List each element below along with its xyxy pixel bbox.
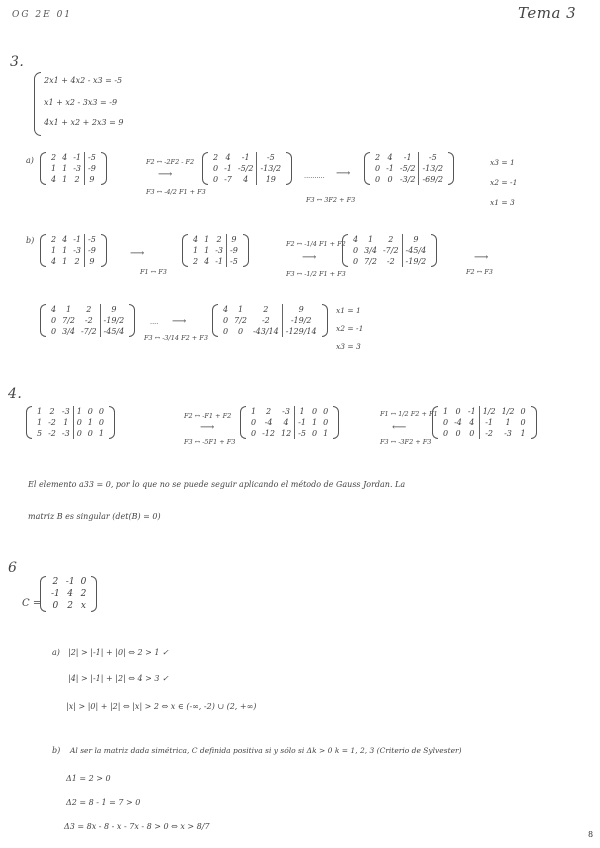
matrix-cell: 1 xyxy=(323,429,329,438)
matrix-cell: 1 xyxy=(51,246,57,255)
ex6-b-line-2: Δ2 = 8 - 1 = 7 > 0 xyxy=(66,798,141,807)
ex3a-matrix-1 xyxy=(40,152,107,185)
matrix-cell: 0 xyxy=(98,418,104,427)
matrix-cell: -5 xyxy=(84,234,98,245)
matrix-cell: -1 xyxy=(386,164,394,173)
matrix-cell: -3 xyxy=(61,429,70,438)
matrix-cell: 2 xyxy=(80,589,87,599)
matrix-right-bracket xyxy=(531,406,537,439)
matrix-cell: 0 xyxy=(375,164,381,173)
matrix-cell: 0 xyxy=(80,577,87,587)
matrix-cell: 4 xyxy=(243,175,249,184)
matrix-cell: -3 xyxy=(61,407,70,416)
matrix-right-bracket xyxy=(101,234,107,267)
ex6-b-line-1: Δ1 = 2 > 0 xyxy=(66,774,111,783)
matrix-cell: 1 xyxy=(37,407,43,416)
ex6-b-line-3: Δ3 = 8x - 8 - x - 7x - 8 > 0 ⇔ x > 8/7 xyxy=(64,822,210,831)
ex3b-arrow-1: ⟶ xyxy=(130,248,145,259)
matrix-right-bracket xyxy=(322,304,328,337)
matrix-cell: 0 xyxy=(323,418,329,427)
matrix-cell: 2 xyxy=(49,407,55,416)
matrix-cell: -1 xyxy=(215,257,223,266)
matrix-cell: 1/2 xyxy=(501,407,515,416)
system-brace xyxy=(34,72,41,136)
matrix-cell: -12 xyxy=(262,429,275,438)
matrix-cell: 1 xyxy=(520,429,526,438)
matrix-cell: 2 xyxy=(213,153,219,162)
matrix-cell: -1 xyxy=(403,153,412,162)
ex3a-op-1b: F3 ↔ -4/2 F1 + F3 xyxy=(146,188,206,196)
matrix-cell: x xyxy=(80,601,86,611)
matrix-cell: -1 xyxy=(241,153,250,162)
ex3b-matrix-5 xyxy=(212,304,328,337)
ex3-part-a-label: a) xyxy=(26,156,34,165)
matrix-left-bracket xyxy=(40,304,46,337)
matrix-cell: -1 xyxy=(479,417,498,428)
matrix-cell: -4 xyxy=(454,418,462,427)
matrix-left-bracket xyxy=(342,234,348,267)
matrix-cell: 0 xyxy=(353,246,359,255)
matrix-cell: 0 xyxy=(51,327,57,336)
matrix-cell: -45/4 xyxy=(402,245,429,256)
ex6-a-line-2: |4| > |-1| + |2| ⇔ 4 > 3 ✓ xyxy=(68,674,169,683)
matrix-cell: -3 xyxy=(73,164,81,173)
ex3a-sol-2: x2 = -1 xyxy=(490,178,518,187)
matrix-cell: 0 xyxy=(73,428,85,439)
matrix-right-bracket xyxy=(129,304,135,337)
matrix-right-bracket xyxy=(101,152,107,185)
ex3b-arrow-3: ⟶ xyxy=(474,252,489,263)
matrix-cell: 0 xyxy=(87,429,93,438)
matrix-cell: 1 xyxy=(204,235,210,244)
ex3a-op-2: F3 ↔ 3F2 + F3 xyxy=(306,196,356,204)
matrix-cell: 0 xyxy=(520,418,526,427)
matrix-cell: -1 xyxy=(73,235,81,244)
matrix-cell: -129/14 xyxy=(282,326,319,337)
matrix-cell: 2 xyxy=(74,175,80,184)
matrix-cell: -3 xyxy=(73,246,81,255)
matrix-cell: 7/2 xyxy=(364,257,377,266)
matrix-c xyxy=(40,576,97,612)
matrix-cell: 1 xyxy=(237,305,244,314)
matrix-cell: -5 xyxy=(295,428,309,439)
matrix-left-bracket xyxy=(182,234,188,267)
matrix-cell: 0 xyxy=(375,175,381,184)
matrix-cell: 0 xyxy=(51,316,57,325)
matrix-cell: 4 xyxy=(387,153,393,162)
matrix-cell: 7/2 xyxy=(234,316,247,325)
matrix-cell: -2 xyxy=(48,418,56,427)
matrix-left-bracket xyxy=(364,152,370,185)
matrix-cell: 1 xyxy=(63,418,69,427)
matrix-cell: -5 xyxy=(226,256,240,267)
matrix-cell: 2 xyxy=(193,257,199,266)
matrix-cell: 0 xyxy=(469,429,475,438)
matrix-left-bracket xyxy=(432,406,438,439)
matrix-right-bracket xyxy=(286,152,292,185)
matrix-cell: -7/2 xyxy=(80,327,97,336)
matrix-left-bracket xyxy=(40,234,46,267)
matrix-left-bracket xyxy=(40,576,46,612)
ex3a-matrix-2 xyxy=(202,152,292,185)
matrix-cell: 0 xyxy=(520,407,526,416)
matrix-cell: 0 xyxy=(455,407,461,416)
page-title: Tema 3 xyxy=(518,4,577,22)
matrix-cell: -9 xyxy=(84,245,98,256)
matrix-right-bracket xyxy=(91,576,97,612)
matrix-cell: -43/14 xyxy=(252,327,279,336)
matrix-cell: 1 xyxy=(295,406,309,417)
matrix-cell: 4 xyxy=(283,418,289,427)
matrix-cell: 0 xyxy=(323,407,329,416)
ex6-part-a-label: a) xyxy=(52,648,60,657)
matrix-cell: 0 xyxy=(311,429,318,438)
matrix-cell: 0 xyxy=(213,175,219,184)
matrix-cell: 0 xyxy=(73,417,85,428)
matrix-cell: 2 xyxy=(51,235,57,244)
matrix-right-bracket xyxy=(448,152,454,185)
matrix-cell: 4 xyxy=(62,235,68,244)
page-number: 8 xyxy=(588,830,594,839)
ex3b-dots: .... xyxy=(150,318,159,326)
matrix-cell: 1 xyxy=(505,418,511,427)
matrix-cell: 0 xyxy=(87,407,93,416)
system-eq-1: 2x1 + 4x2 - x3 = -5 xyxy=(44,76,123,85)
matrix-cell: 0 xyxy=(213,164,219,173)
matrix-cell: -13/2 xyxy=(419,163,446,174)
ex4-arrow-1: ⟶ xyxy=(200,422,215,433)
exercise-6-number: 6 xyxy=(8,560,18,576)
matrix-cell: -4 xyxy=(264,418,273,427)
matrix-cell: 3/4 xyxy=(364,246,377,255)
ex3b-matrix-3 xyxy=(342,234,437,267)
matrix-left-bracket xyxy=(40,152,46,185)
matrix-c-label: C = xyxy=(22,598,42,609)
matrix-cell: -3 xyxy=(282,407,290,416)
matrix-cell: -3/2 xyxy=(399,175,416,184)
ex6-b-text: Al ser la matriz dada simétrica, C definida positiva si y sólo si Δk > 0 k = 1, 2, 3 (Criterio de Sylvester) xyxy=(70,746,462,755)
ex4-op-1b: F3 ↔ -5F1 + F3 xyxy=(184,438,236,446)
ex4-arrow-2: ⟵ xyxy=(392,422,407,433)
ex3b-matrix-1 xyxy=(40,234,107,267)
matrix-cell: 1 xyxy=(443,407,449,416)
matrix-cell: 4 xyxy=(469,418,475,427)
matrix-right-bracket xyxy=(109,406,115,439)
matrix-cell: -5/2 xyxy=(399,164,416,173)
matrix-cell: 0 xyxy=(353,257,359,266)
matrix-cell: 1/2 xyxy=(479,406,498,417)
matrix-cell: 1 xyxy=(204,246,210,255)
ex3b-sol-3: x3 = 3 xyxy=(336,342,361,351)
ex3a-arrow-2: ⟶ xyxy=(336,168,351,179)
matrix-cell: -3 xyxy=(504,429,512,438)
ex3b-op-1: F1 ↔ F3 xyxy=(140,268,167,276)
ex3a-matrix-3 xyxy=(364,152,454,185)
ex6-part-b-label: b) xyxy=(52,746,61,755)
ex3b-op-3: F2 ↔ F3 xyxy=(466,268,493,276)
matrix-cell: 1 xyxy=(37,418,43,427)
matrix-cell: 5 xyxy=(37,429,43,438)
matrix-cell: 9 xyxy=(282,304,319,315)
ex4-matrix-1 xyxy=(26,406,115,439)
matrix-cell: 0 xyxy=(443,429,449,438)
matrix-cell: 0 xyxy=(52,601,59,611)
matrix-cell: 0 xyxy=(455,429,461,438)
matrix-cell: -9 xyxy=(226,245,240,256)
matrix-cell: -1 xyxy=(65,577,75,587)
matrix-cell: 0 xyxy=(223,316,229,325)
ex3b-matrix-4 xyxy=(40,304,135,337)
ex3b-matrix-2 xyxy=(182,234,249,267)
ex3a-sol-1: x3 = 1 xyxy=(490,158,515,167)
ex3b-op-4: F3 ↔ -3/14 F2 + F3 xyxy=(144,334,208,342)
matrix-cell: 2 xyxy=(74,257,80,266)
matrix-cell: 4 xyxy=(62,153,68,162)
matrix-left-bracket xyxy=(26,406,32,439)
matrix-cell: -69/2 xyxy=(419,174,446,185)
matrix-cell: -5 xyxy=(419,152,446,163)
matrix-cell: 0 xyxy=(251,418,257,427)
matrix-cell: -45/4 xyxy=(100,326,127,337)
matrix-cell: 0 xyxy=(251,429,257,438)
matrix-cell: 4 xyxy=(353,235,359,244)
matrix-right-bracket xyxy=(431,234,437,267)
exercise-4-number: 4. xyxy=(8,386,23,402)
matrix-cell: 1 xyxy=(62,246,68,255)
matrix-cell: -13/2 xyxy=(257,163,284,174)
matrix-right-bracket xyxy=(333,406,339,439)
matrix-cell: -19/2 xyxy=(402,256,429,267)
matrix-cell: 9 xyxy=(100,304,127,315)
ex4-text-line-2: matriz B es singular (det(B) = 0) xyxy=(28,512,161,521)
matrix-cell: 4 xyxy=(223,305,229,314)
ex3b-op-2a: F2 ↔ -1/4 F1 + F2 xyxy=(286,240,346,248)
matrix-cell: 7/2 xyxy=(62,316,75,325)
matrix-cell: 4 xyxy=(51,305,57,314)
matrix-cell: -7 xyxy=(224,175,232,184)
system-eq-3: 4x1 + x2 + 2x3 = 9 xyxy=(44,118,124,127)
ex4-text-line-1: El elemento a33 = 0, por lo que no se puede seguir aplicando el método de Gauss Jordan. La xyxy=(28,480,406,489)
matrix-cell: -9 xyxy=(84,163,98,174)
ex4-op-2b: F3 ↔ -3F2 + F3 xyxy=(380,438,432,446)
matrix-cell: 0 xyxy=(98,407,104,416)
matrix-cell: -7/2 xyxy=(382,246,399,255)
matrix-cell: -1 xyxy=(295,417,309,428)
matrix-cell: -5 xyxy=(257,152,284,163)
matrix-left-bracket xyxy=(202,152,208,185)
matrix-cell: 1 xyxy=(367,235,374,244)
matrix-cell: 2 xyxy=(216,235,222,244)
matrix-cell: 4 xyxy=(225,153,231,162)
matrix-left-bracket xyxy=(240,406,246,439)
ex3b-sol-2: x2 = -1 xyxy=(336,324,364,333)
ex3a-sol-3: x1 = 3 xyxy=(490,198,515,207)
matrix-cell: 4 xyxy=(204,257,210,266)
matrix-cell: -1 xyxy=(73,153,81,162)
matrix-cell: 9 xyxy=(84,256,98,267)
matrix-left-bracket xyxy=(212,304,218,337)
matrix-cell: 1 xyxy=(62,164,68,173)
ex3b-op-2b: F3 ↔ -1/2 F1 + F3 xyxy=(286,270,346,278)
matrix-cell: 2 xyxy=(51,153,57,162)
matrix-cell: 2 xyxy=(263,305,269,314)
matrix-cell: 4 xyxy=(51,257,57,266)
matrix-cell: 1 xyxy=(73,406,85,417)
ex6-a-line-1: |2| > |-1| + |0| ⇔ 2 > 1 ✓ xyxy=(68,648,169,657)
ex6-a-line-3: |x| > |0| + |2| ⇔ |x| > 2 ⇔ x ∈ (-∞, -2) ∪ (2, +∞) xyxy=(66,702,257,711)
matrix-cell: 1 xyxy=(311,418,318,427)
matrix-cell: 9 xyxy=(84,174,98,185)
matrix-cell: 3/4 xyxy=(62,327,75,336)
matrix-cell: 0 xyxy=(311,407,318,416)
matrix-cell: 9 xyxy=(402,234,429,245)
matrix-cell: 0 xyxy=(443,418,449,427)
exercise-3-number: 3. xyxy=(10,54,25,70)
matrix-cell: 1 xyxy=(62,257,68,266)
matrix-cell: 4 xyxy=(51,175,57,184)
matrix-right-bracket xyxy=(243,234,249,267)
ex4-op-1a: F2 ↔ -F1 + F2 xyxy=(184,412,232,420)
matrix-cell: 1 xyxy=(251,407,257,416)
matrix-cell: -2 xyxy=(386,257,395,266)
matrix-cell: -1 xyxy=(224,164,232,173)
matrix-cell: 4 xyxy=(67,589,74,599)
matrix-cell: -2 xyxy=(479,428,498,439)
matrix-cell: -5/2 xyxy=(237,164,254,173)
matrix-cell: 0 xyxy=(223,327,229,336)
matrix-cell: 4 xyxy=(193,235,199,244)
matrix-cell: -2 xyxy=(48,429,56,438)
matrix-cell: 2 xyxy=(388,235,394,244)
matrix-cell: 2 xyxy=(265,407,272,416)
header-code: OG 2E 01 xyxy=(12,10,73,20)
ex4-matrix-3 xyxy=(432,406,537,439)
matrix-cell: 1 xyxy=(98,429,104,438)
matrix-cell: -2 xyxy=(261,316,270,325)
matrix-cell: 1 xyxy=(51,164,57,173)
matrix-cell: -19/2 xyxy=(100,315,127,326)
ex3b-arrow-4: ⟶ xyxy=(172,316,187,327)
ex3a-op-1a: F2 ↔ -2F2 - F2 xyxy=(146,158,195,166)
matrix-cell: 2 xyxy=(52,577,59,587)
ex3a-dots: .......... xyxy=(304,172,325,180)
matrix-cell: -2 xyxy=(84,316,93,325)
matrix-cell: 9 xyxy=(226,234,240,245)
matrix-cell: -1 xyxy=(51,589,60,599)
matrix-cell: 1 xyxy=(87,418,93,427)
matrix-cell: 12 xyxy=(280,429,292,438)
matrix-cell: 0 xyxy=(387,175,393,184)
matrix-cell: 2 xyxy=(375,153,381,162)
matrix-cell: 1 xyxy=(193,246,199,255)
matrix-cell: -3 xyxy=(215,246,223,255)
matrix-cell: -1 xyxy=(467,407,476,416)
ex4-op-2a: F1 ↔ 1/2 F2 + F1 xyxy=(380,410,438,418)
matrix-cell: 1 xyxy=(65,305,72,314)
ex3b-arrow-2: ⟶ xyxy=(302,252,317,263)
matrix-cell: -19/2 xyxy=(282,315,319,326)
matrix-cell: 19 xyxy=(257,174,284,185)
ex3-part-b-label: b) xyxy=(26,236,35,245)
ex3a-arrow-1: ⟶ xyxy=(158,169,173,180)
matrix-cell: 2 xyxy=(67,601,74,611)
ex4-matrix-2 xyxy=(240,406,339,439)
matrix-cell: 2 xyxy=(86,305,92,314)
matrix-cell: 0 xyxy=(237,327,244,336)
system-eq-2: x1 + x2 - 3x3 = -9 xyxy=(44,98,118,107)
matrix-cell: -5 xyxy=(84,152,98,163)
ex3b-sol-1: x1 = 1 xyxy=(336,306,361,315)
matrix-cell: 1 xyxy=(62,175,68,184)
